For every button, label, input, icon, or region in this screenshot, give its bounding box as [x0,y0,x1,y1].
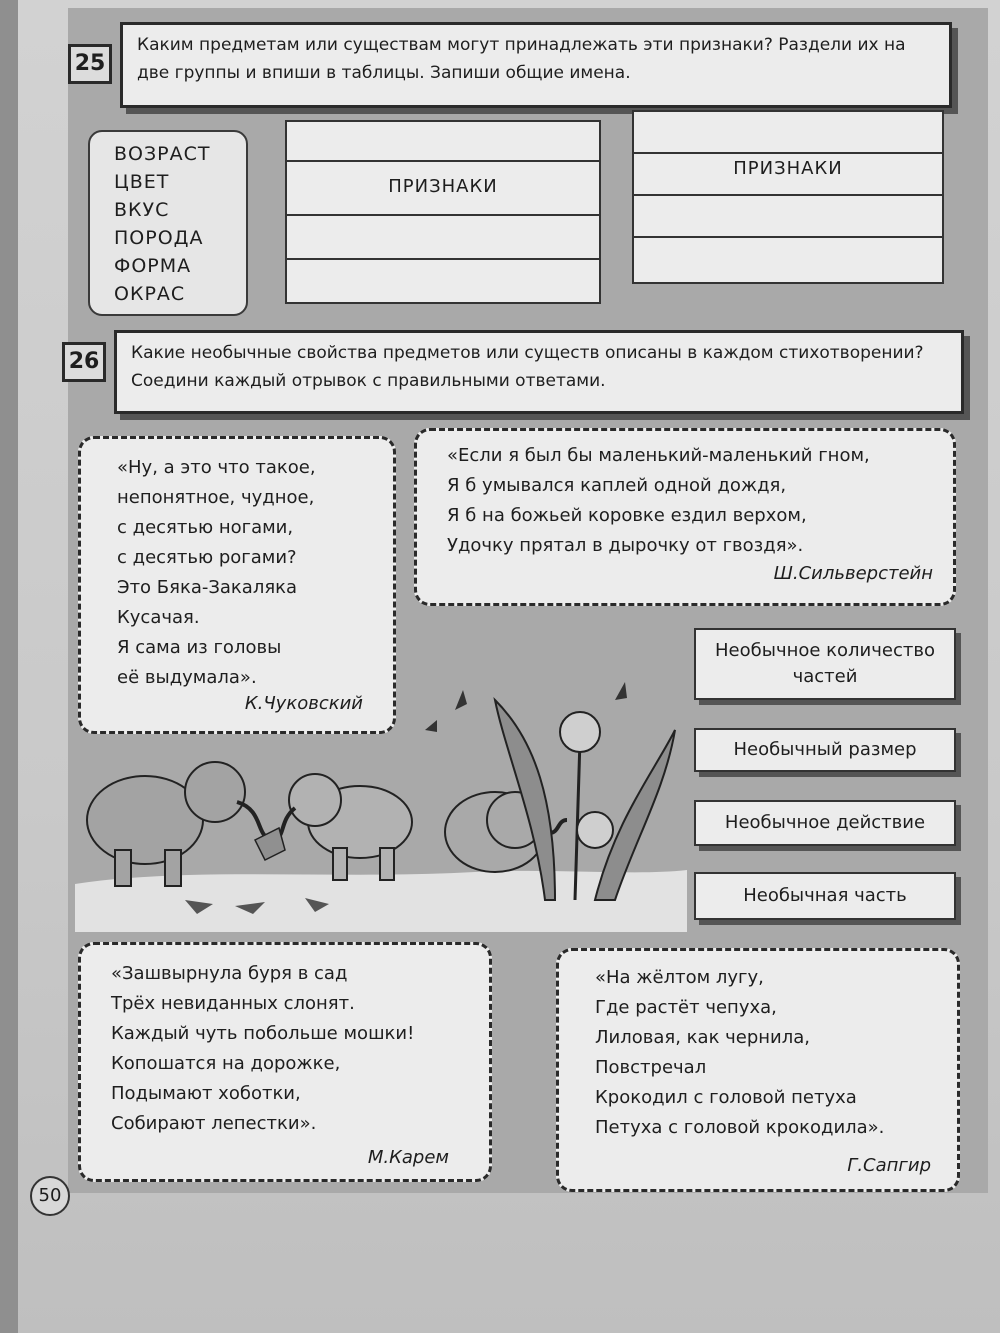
page-number: 50 [30,1176,70,1216]
answer-unusual-size[interactable]: Необычный размер [694,728,956,772]
elephants-dandelion-illustration [75,670,687,932]
poem-line: Повстречал [595,1057,707,1078]
poem-line: Собирают лепестки». [111,1113,317,1134]
features-table-right[interactable] [632,110,944,284]
poem-line: Где растёт чепуха, [595,997,777,1018]
task-26-instruction: Какие необычные свойства предметов или существ описаны в каждом стихотворении? Соедини каждый отрывок с правильными ответами. [114,330,964,414]
poem-line: Крокодил с головой петуха [595,1087,857,1108]
poem-line: непонятное, чудное, [117,487,315,508]
poem-line: Я сама из головы [117,637,282,658]
poem-line: её выдумала». [117,667,257,688]
poem-line: «Ну, а это что такое, [117,457,316,478]
poem-line: Трёх невиданных слонят. [111,993,355,1014]
word-item: ЦВЕТ [114,171,170,193]
poem-line: Копошатся на дорожке, [111,1053,341,1074]
poem-line: «Зашвырнула буря в сад [111,963,348,984]
poem-line: Подымают хоботки, [111,1083,301,1104]
poem-line: с десятью рогами? [117,547,297,568]
poem-line: с десятью ногами, [117,517,294,538]
poem-author: К.Чуковский [244,693,363,714]
poem-author: Г.Сапгир [847,1155,931,1176]
poem-line: Кусачая. [117,607,200,628]
word-item: ФОРМА [114,255,192,277]
word-item: ВОЗРАСТ [114,143,211,165]
task-25-instruction: Каким предметам или существам могут принадлежать эти признаки? Раздели их на две группы и впиши в таблицы. Запиши общие имена. [120,22,952,108]
table-left-header: ПРИЗНАКИ [388,176,498,197]
poem-line: Петуха с головой крокодила». [595,1117,885,1138]
task-number-26: 26 [62,342,106,382]
poem-author: Ш.Сильверстейн [773,563,933,584]
poem-line: Я б умывался каплей одной дождя, [447,475,787,496]
poem-line: Я б на божьей коровке ездил верхом, [447,505,807,526]
poem-line: Лиловая, как чернила, [595,1027,811,1048]
word-item: ВКУС [114,199,170,221]
answer-unusual-number-of-parts[interactable]: Необычное количество частей [694,628,956,700]
poem-sapgir[interactable] [556,948,960,1192]
poem-karem[interactable] [78,942,492,1182]
answer-unusual-action[interactable]: Необычное действие [694,800,956,846]
poem-line: Удочку прятал в дырочку от гвоздя». [447,535,804,556]
features-word-list [88,130,248,316]
poem-line: Это Бяка-Закаляка [117,577,298,598]
poem-author: М.Карем [367,1147,449,1168]
features-table-left[interactable] [285,120,601,304]
poem-line: «На жёлтом лугу, [595,967,764,988]
task-number-25: 25 [68,44,112,84]
word-item: ПОРОДА [114,227,204,249]
table-right-header: ПРИЗНАКИ [733,158,843,179]
answer-unusual-part[interactable]: Необычная часть [694,872,956,920]
word-item: ОКРАС [114,283,186,305]
poem-line: «Если я был бы маленький-маленький гном, [447,445,870,466]
poem-silverstein[interactable] [414,428,956,606]
poem-line: Каждый чуть побольше мошки! [111,1023,415,1044]
